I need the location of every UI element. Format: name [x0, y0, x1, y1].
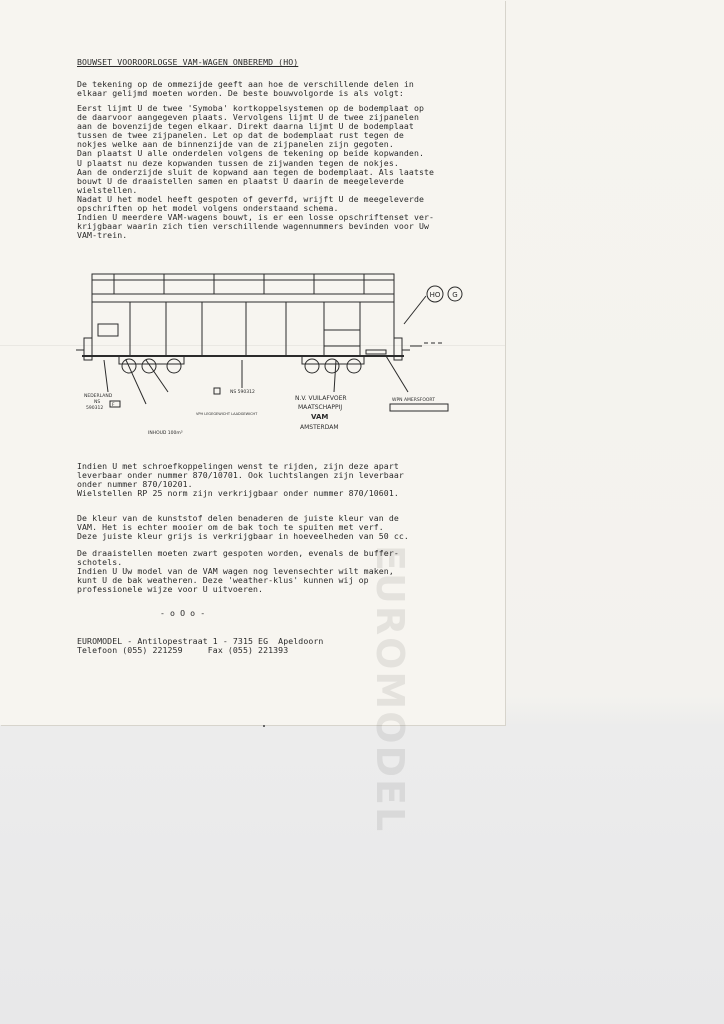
label-company-3: VAM	[311, 413, 329, 421]
watermark-text: EUROMODEL	[368, 545, 412, 834]
g-badge-label: G	[452, 291, 458, 299]
color-paragraph: De kleur van de kunststof delen benaderen de juiste kleur van de VAM. Het is echter mooier om de bak toch te spuiten met verf. Deze juiste kleur grijs is verkrijgbaar in hoeveelheden van 50 cc.	[77, 513, 409, 542]
finish-paragraph: De draaistellen moeten zwart gespoten worden, evenals de buffer- schotels. Indien U Uw model van de VAM wagen nog levensechter wilt maken, kunt U de bak weatheren. Deze 'weather-klus' kunnen wij op professionele wijze voor U uitvoeren.	[77, 548, 399, 595]
label-f: F	[112, 403, 115, 408]
label-small-print: VPH LEGEGEWICHT LAADGEWICHT	[196, 412, 258, 416]
document-title: BOUWSET VOOROORLOGSE VAM-WAGEN ONBEREMD (HO)	[77, 57, 299, 67]
label-company-1: N.V. VUILAFVOER	[295, 395, 347, 402]
intro-paragraph: De tekening op de ommezijde geeft aan hoe de verschillende delen in elkaar gelijmd moeten worden. De beste bouwvolgorde is als volgt:	[77, 79, 414, 99]
label-inhoud: INHOUD 100m³	[148, 431, 183, 436]
label-nederland: NEDERLAND	[84, 394, 113, 399]
wagon-roof	[92, 274, 394, 294]
wheel	[167, 359, 181, 373]
wheel	[325, 359, 339, 373]
label-number-left: 590312	[86, 406, 104, 411]
wagon-body	[92, 294, 394, 356]
label-number-mid: NS 590312	[230, 390, 255, 395]
label-ns: NS	[94, 400, 101, 405]
couplings-paragraph: Indien U met schroefkoppelingen wenst te rijden, zijn deze apart leverbaar onder nummer 870/10701. Ook luchtslangen zijn leverbaar onder nummer 870/10201. Wielstellen RP 25 norm zijn verkrijgbaar onder nummer 870/10601.	[77, 461, 404, 499]
wagon-decal-diagram	[74, 264, 474, 444]
label-company-2: MAATSCHAPPIJ	[298, 404, 343, 411]
company-address: EUROMODEL - Antilopestraat 1 - 7315 EG Apeldoorn Telefoon (055) 221259 Fax (055) 221393	[77, 636, 324, 656]
label-wpn: WPN AMERSFOORT	[392, 398, 435, 403]
paper-speck	[263, 725, 265, 727]
ho-badge-label: HO	[429, 291, 441, 299]
separator: - o O o -	[160, 608, 206, 618]
label-company-4: AMSTERDAM	[300, 424, 339, 431]
wheel	[305, 359, 319, 373]
assembly-steps-paragraph: Eerst lijmt U de twee 'Symoba' kortkoppelsystemen op de bodemplaat op de daarvoor aangegeven plaats. Vervolgens lijmt U de twee zijpanelen aan de bovenzijde tegen elkaar. Direkt daarna lijmt U de bodemplaat tussen de twee zijpanelen. Let op dat de bodemplaat rust tegen de nokjes welke aan de binnenzijde van de zijpanelen zijn gegoten. Dan plaatst U alle onderdelen volgens de tekening op beide kopwanden. U plaatst nu deze kopwanden tussen de zijwanden tegen de nokjes. Aan de onderzijde sluit de kopwand aan tegen de bodemplaat. Als laatste bouwt U de draaistellen samen en plaatst U daarin de meegeleverde wielstellen. Nadat U het model heeft gespoten of geverfd, wrijft U de meegeleverde opschriften op het model volgens onderstaand schema. Indien U meerdere VAM-wagens bouwt, is er een losse opschriftenset ver- krijgbaar waarin zich tien verschillende wagennummers bevinden voor Uw VAM-trein.	[77, 103, 435, 241]
wheel	[347, 359, 361, 373]
